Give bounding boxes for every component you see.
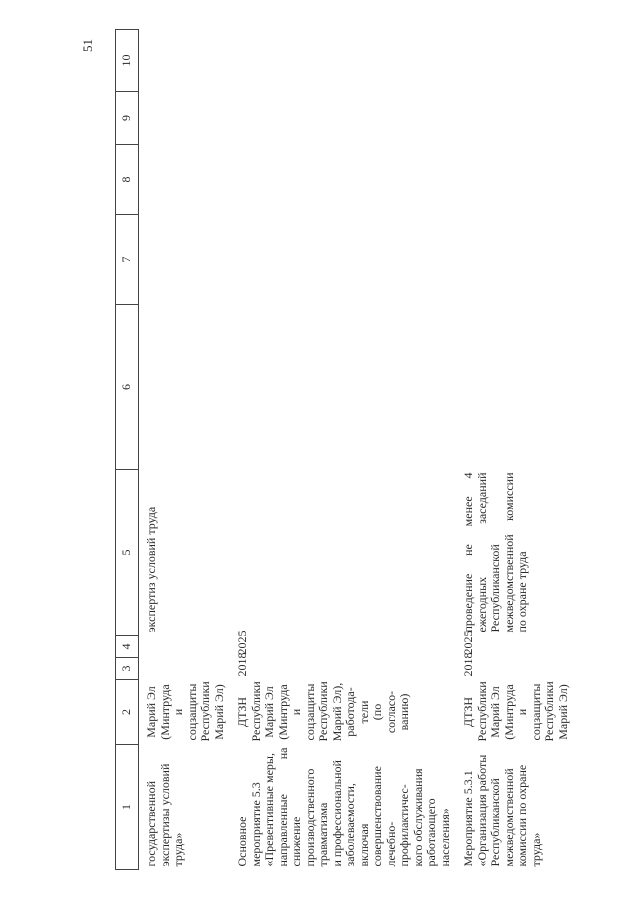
table-row [139, 30, 231, 870]
column-header: 5 [116, 470, 139, 636]
start-year-cell: 2018 [235, 652, 249, 677]
end-year-cell: 2025 [235, 630, 249, 655]
column-header: 10 [116, 30, 139, 92]
column-header: 2 [116, 680, 139, 745]
expected-result-cell [230, 470, 456, 636]
column-header: 4 [116, 636, 139, 658]
column-header: 6 [116, 305, 139, 470]
activities-table [115, 29, 574, 870]
end-year-cell [139, 636, 231, 658]
column-header: 9 [116, 92, 139, 145]
activity-name-cell: государственной экспертизы условий труда» [144, 763, 185, 867]
column-header: 1 [116, 745, 139, 870]
activity-name-cell: Основное мероприятие 5.3 «Превентивные меры, направленные на снижение производственного травматизма и профессиональной заболеваемости, включая совершенствование лечебно-профилактичес- кого обслуживания работающего населения» [235, 747, 452, 867]
column-header: 3 [116, 658, 139, 680]
activity-name-cell: Мероприятие 5.3.1 «Организация работы Республиканской межведомственной комиссии по охране труда» [461, 754, 543, 867]
page-number: 51 [80, 39, 95, 52]
expected-result-cell: экспертиз условий труда [144, 506, 158, 633]
expected-result-cell: проведение не менее 4 ежегодных заседаний Республиканской межведомственной комиссии по охране труда [461, 472, 529, 633]
executor-cell: Марий Эл (Минтруда и соцзащиты Республики Марий Эл) [144, 681, 226, 742]
rotated-table-container [115, 30, 570, 870]
start-year-cell [139, 658, 231, 680]
executor-cell: ДТЗН Республики Марий Эл (Минтруда и соцзащиты Республики Марий Эл) [461, 681, 570, 742]
table-row [456, 30, 574, 870]
table-row [230, 30, 456, 870]
header-row [116, 30, 139, 870]
column-header: 7 [116, 215, 139, 305]
end-year-cell: 2025 [461, 630, 475, 655]
column-header: 8 [116, 145, 139, 215]
start-year-cell: 2018 [461, 652, 475, 677]
executor-cell: ДТЗН Республики Марий Эл (Минтруда и соцзащиты Республики Марий Эл), работода- тели (по согласо- ванию) [235, 681, 411, 742]
